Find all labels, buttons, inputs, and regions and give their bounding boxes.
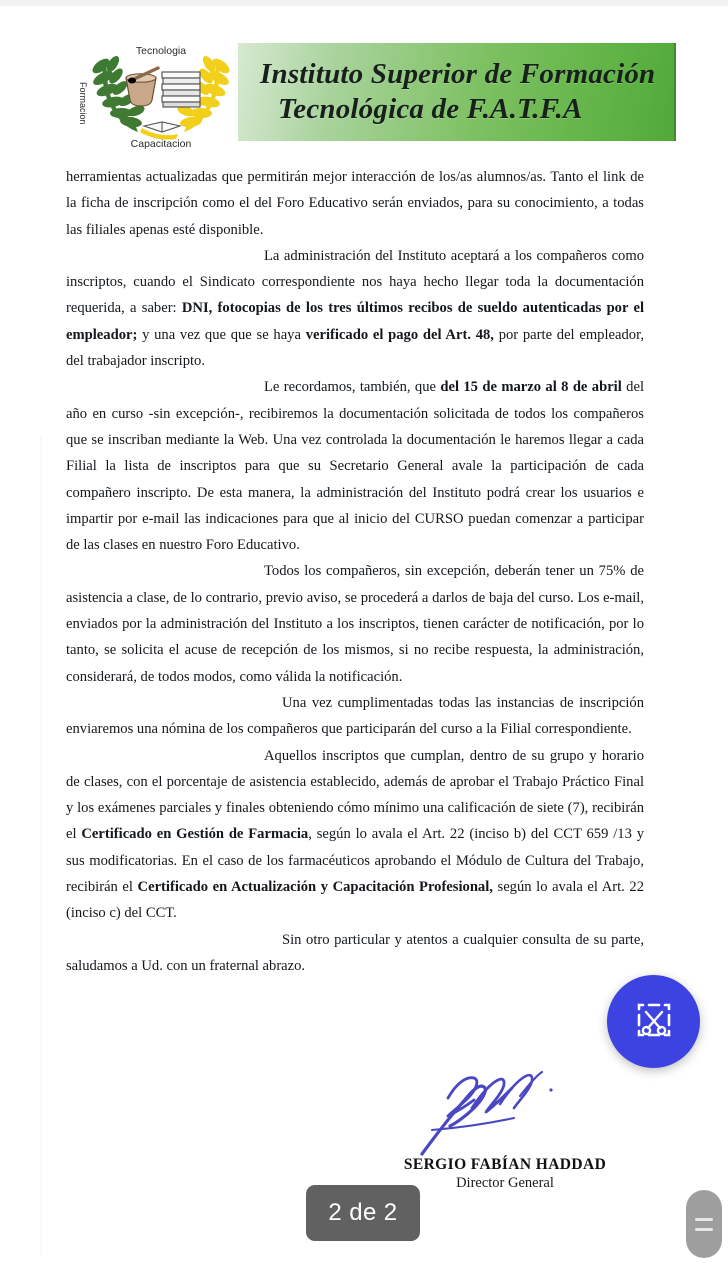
laurel-wreath-logo [70, 42, 252, 152]
text-run: verificado el pago del Art. 48, [305, 326, 494, 343]
text-run: herramientas actualizadas que permitirán mejor interacción de los/as alumnos/as. Tanto el link de la ficha de inscripción como el del Foro Educativo serán enviados, para su conocimiento, a todas las filiales apenas esté disponible. [66, 169, 644, 238]
paragraph-p2 [66, 243, 644, 374]
text-run: DNI, fotocopias de los tres últimos recibos de sueldo autenticadas por el empleador; [66, 300, 644, 343]
text-run: Sin otro particular y atentos a cualquier consulta de su parte, saludamos a Ud. con un fraternal abrazo. [66, 931, 644, 974]
text-run: del 15 de marzo al 8 de abril [440, 379, 622, 396]
scroll-handle-line-1 [695, 1218, 713, 1221]
text-run: Una vez cumplimentadas todas las instancias de inscripción enviaremos una nómina de los compañeros que participarán del curso a la Filial correspondiente. [66, 694, 644, 738]
paragraph-p1 [66, 164, 644, 243]
paragraph-p3 [66, 374, 644, 558]
text-run: por parte del empleador, del trabajador inscripto. [66, 326, 644, 370]
banner-title-line-2: Tecnológica de F.A.T.F.A [278, 93, 583, 125]
document-page [0, 6, 728, 1280]
text-run: y una vez que que se haya [137, 326, 306, 343]
document-body [66, 164, 644, 979]
paragraph-p7 [66, 927, 644, 980]
banner-title-line-1: Instituto Superior de Formación [260, 57, 656, 90]
text-run: Todos los compañeros, sin excepción, deberán tener un 75% de asistencia a clase, de lo contrario, previo aviso, se procederá a darlos de baja del curso. Los e-mail, enviados por la administración del Instituto a los inscriptos, tienen carácter de notificación, por lo tanto, se solicita el acuse de recepción de los mismos, si no recibe respuesta, la administración, considerará, de todos modos, como válida la notificación. [66, 563, 644, 685]
page-indicator-label: 2 de 2 [328, 1199, 398, 1226]
handwritten-signature [408, 1068, 568, 1160]
paragraph-p5 [66, 690, 644, 743]
page-edge-line [40, 436, 42, 1256]
text-run: Certificado en Actualización y Capacitación Profesional, [137, 879, 493, 896]
signer-title: Director General [456, 1175, 554, 1191]
signature-block [380, 1068, 630, 1192]
scroll-handle-line-2 [695, 1228, 713, 1231]
paragraph-p4 [66, 558, 644, 689]
text-run: La administración del Instituto aceptará a los compañeros como inscriptos, cuando el Sindicato correspondiente nos haya hecho llegar toda la documentación requerida, a saber: [66, 247, 644, 317]
text-run: , según lo avala el Art. 22 (inciso b) del CCT 659 /13 y sus modificatorias. En el caso de los farmacéuticos aprobando el Módulo de Cultura del Trabajo, recibirán el [66, 826, 645, 896]
text-run: Aquellos inscriptos que cumplan, dentro de su grupo y horario de clases, con el porcentaje de asistencia establecido, además de aprobar el Trabajo Práctico Final y los exámenes parciales y finales obteniendo cómo mínimo una calificación de siete (7), recibirán el [66, 747, 644, 843]
paragraph-p6 [66, 743, 644, 927]
logo-label-formacion: Formacion [78, 82, 88, 125]
text-run: Certificado en Gestión de Farmacia [81, 826, 309, 843]
institute-banner [238, 43, 676, 141]
document-header [62, 38, 674, 150]
text-run: del año en curso -sin excepción-, recibiremos la documentación solicitada de todos los compañeros que se inscriban mediante la Web. Una vez controlada la documentación le haremos llegar a cada Filial la lista de inscriptos para que su Secretario General avale la participación de cada compañero inscripto. De esta manera, la administración del Instituto podrá crear los usuarios e impartir por e-mail las indicaciones para que al inicio del CURSO puedan comenzar a participar de las clases en nuestro Foro Educativo. [66, 379, 645, 554]
text-run: Le recordamos, también, que [264, 379, 441, 396]
crop-tool-button[interactable] [607, 975, 700, 1068]
logo-label-tecnologia: Tecnologia [135, 45, 187, 57]
logo-label-capacitacion: Capacitacion [130, 138, 192, 150]
signer-name: SERGIO FABÍAN HADDAD [403, 1156, 607, 1173]
page-indicator [306, 1185, 420, 1241]
text-run: según lo avala el Art. 22 (inciso c) del CCT. [66, 879, 645, 922]
scrollbar-handle[interactable] [686, 1190, 722, 1258]
scissors-crop-icon [631, 999, 677, 1045]
